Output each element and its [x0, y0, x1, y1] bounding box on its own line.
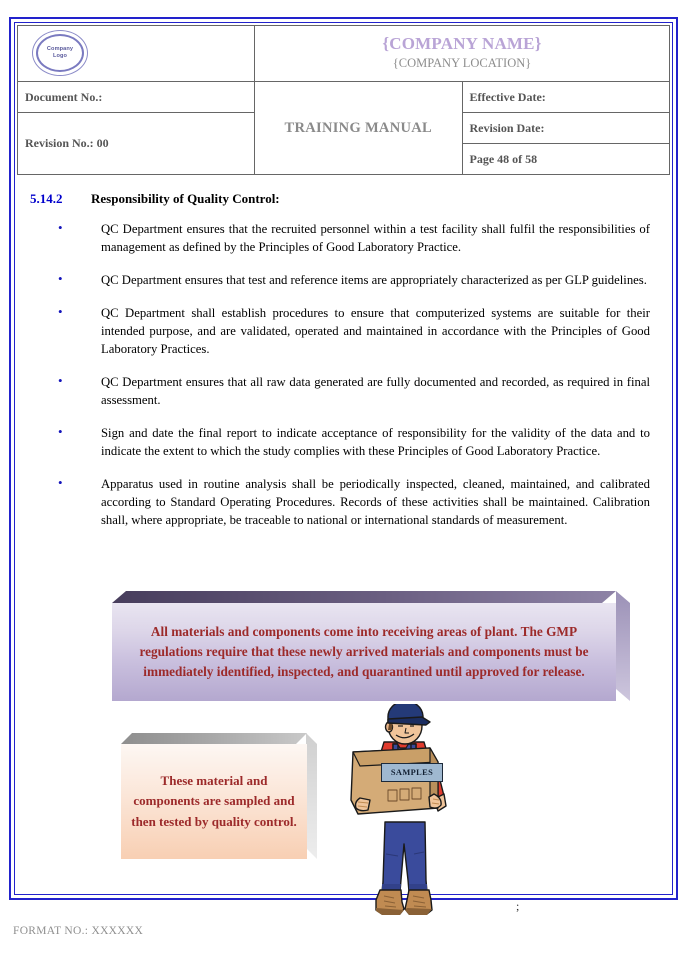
callout-peach-front — [121, 744, 307, 859]
callout-peach-right-bevel — [306, 733, 317, 859]
page-number-cell: Page 48 of 58 — [462, 144, 670, 175]
callout-purple-right-bevel — [616, 591, 630, 701]
bullet-item: • Apparatus used in routine analysis shall be periodically inspected, cleaned, maintained, and calibrated according to Standard Operating Procedures. Records of these activities shall be maintained. Calibration shall, where appropriate, be traceable to national or international standards of measurement. — [101, 475, 650, 529]
worker-cap-brim — [388, 717, 430, 725]
callout-peach-sampling — [121, 733, 317, 859]
worker-overalls-legs — [382, 822, 427, 892]
bullet-item: • QC Department shall establish procedures to ensure that computerized systems are suitable for their intended purpose, and are validated, operated and maintained in accordance with the Principles of Good Laboratory Practices. — [101, 304, 650, 358]
stray-punctuation-mark: ; — [516, 899, 520, 913]
section-title: Responsibility of Quality Control: — [91, 191, 280, 206]
document-no-cell: Document No.: — [18, 82, 255, 113]
section-heading — [30, 191, 674, 207]
manual-title-cell: TRAINING MANUAL — [255, 82, 463, 175]
bullet-item: • Sign and date the final report to indicate acceptance of responsibility for the validity of the data and to indicate the extent to which the study complies with these Principles of Good Laboratory Practice. — [101, 424, 650, 460]
callout-purple-front — [112, 603, 616, 701]
document-header-table — [17, 25, 670, 175]
logo-cell — [18, 26, 255, 82]
callout-peach-top-bevel — [121, 733, 307, 744]
effective-date-cell: Effective Date: — [462, 82, 670, 113]
delivery-worker-illustration — [338, 704, 473, 922]
company-name: {COMPANY NAME} — [382, 33, 542, 53]
logo-inner-ring — [36, 34, 84, 72]
company-location: {COMPANY LOCATION} — [392, 56, 532, 71]
header-row-title — [18, 26, 670, 82]
bullet-item: • QC Department ensures that the recruited personnel within a test facility shall fulfil the responsibilities of management as defined by the Principles of Good Laboratory Practice. — [101, 220, 650, 256]
callout-peach-text: These material and components are sampled and then tested by quality control. — [131, 772, 297, 829]
bullet-item: • QC Department ensures that test and reference items are appropriately characterized as per GLP guidelines. — [101, 271, 650, 289]
delivery-worker-svg — [338, 704, 473, 922]
logo-text-line2: Logo — [52, 52, 68, 59]
header-row-docno — [18, 82, 670, 113]
callout-purple-top-bevel — [112, 591, 616, 603]
company-logo — [32, 30, 90, 78]
samples-box-label: SAMPLES — [381, 763, 443, 782]
logo-text-line1: Company — [46, 45, 74, 52]
company-identity-cell — [255, 26, 670, 82]
revision-no-cell: Revision No.: 00 — [18, 113, 255, 175]
revision-date-cell: Revision Date: — [462, 113, 670, 144]
responsibility-bullet-list — [13, 220, 674, 529]
callout-purple-text: All materials and components come into receiving areas of plant. The GMP regulations require that these newly arrived materials and components must be immediately identified, inspected, and quarantined until approved for release. — [139, 623, 589, 680]
callout-purple-gmp — [112, 591, 630, 701]
section-number: 5.14.2 — [30, 191, 63, 206]
footer-format-no: FORMAT NO.: XXXXXX — [13, 925, 144, 937]
document-content — [13, 21, 674, 913]
worker-left-hand — [356, 798, 371, 811]
bullet-item: • QC Department ensures that all raw data generated are fully documented and recorded, as required in final assessment. — [101, 373, 650, 409]
